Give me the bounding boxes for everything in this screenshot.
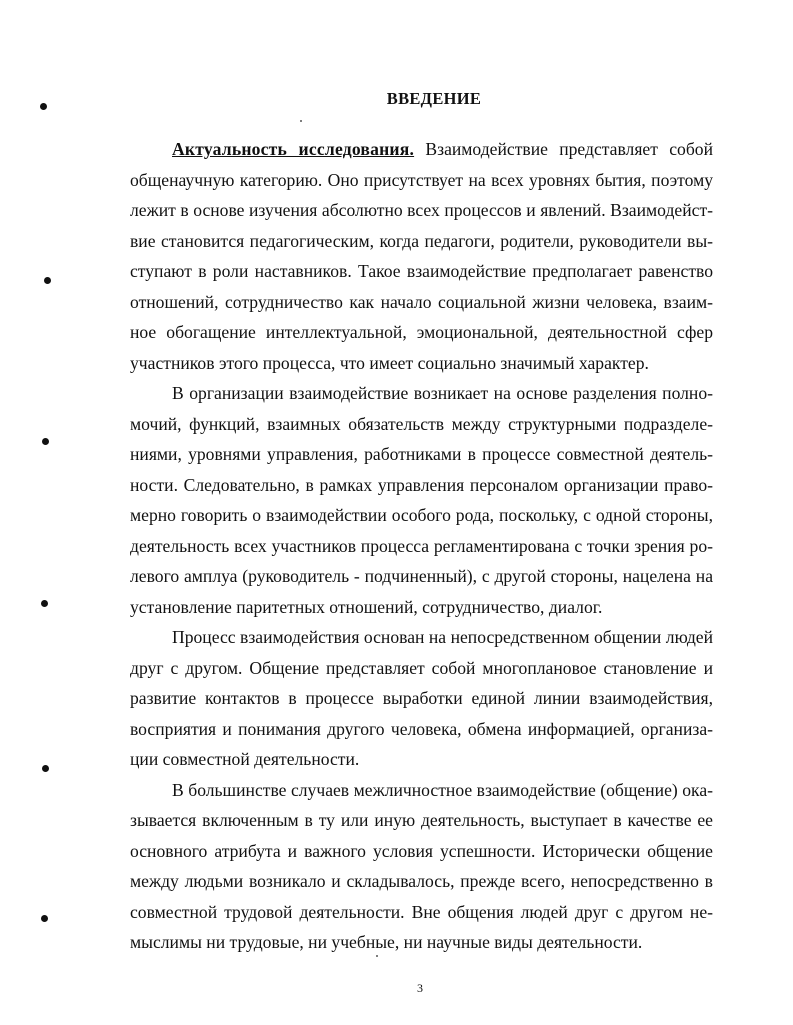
section-heading: ВВЕДЕНИЕ — [386, 89, 482, 109]
paragraph-relevance — [130, 134, 713, 378]
binding-hole-mark — [41, 600, 48, 607]
paragraph-communication — [130, 622, 713, 775]
page-number: 3 — [417, 981, 423, 995]
paragraph-text: В большинстве случаев межличностное взаимодействие (общение) оказывается включенным в ту или иную деятельность, выступает в качестве ее основного атрибута и важного условия успешности. Исторически общение между людьми возникало и складывалось, прежде всего, непосредственно в совместной трудовой деятельности. Вне общения людей друг с другом немыслимы ни трудовые, ни учебные, ни научные виды деятельности. — [130, 779, 713, 952]
body-text — [130, 134, 713, 958]
binding-hole-mark — [42, 438, 49, 445]
binding-hole-mark — [42, 765, 49, 772]
binding-hole-mark — [41, 915, 48, 922]
paragraph-interpersonal — [130, 775, 713, 958]
scan-speck — [300, 120, 302, 122]
paragraph-text: В организации взаимодействие возникает на основе разделения полномочий, функций, взаимных обязательств между структурными подразделениями, уровнями управления, работниками в процессе совместной деятельности. Следовательно, в рамках управления персоналом организации правомерно говорить о взаимодействии особого рода, поскольку, с одной стороны, деятельность всех участников процесса регламентирована с точки зрения ролевого амплуа (руководитель - подчиненный), с другой стороны, нацелена на установление паритетных отношений, сотрудничество, диалог. — [130, 383, 713, 617]
paragraph-text: Взаимодействие представляет собой общенаучную категорию. Оно присутствует на всех уровнях бытия, поэтому лежит в основе изучения абсолютно всех процессов и явлений. Взаимодействие становится педагогическим, когда педагоги, родители, руководители выступают в роли наставников. Такое взаимодействие предполагает равенство отношений, сотрудничество как начало социальной жизни человека, взаимное обогащение интеллектуальной, эмоциональной, деятельностной сфер участников этого процесса, что имеет социально значимый характер. — [130, 139, 713, 373]
binding-hole-mark — [44, 277, 51, 284]
relevance-lead-in: Актуальность исследования. — [172, 139, 415, 159]
paragraph-text: Процесс взаимодействия основан на непосредственном общении людей друг с другом. Общение представляет собой многоплановое становление и развитие контактов в процессе выработки единой линии взаимодействия, восприятия и понимания другого человека, обмена информацией, организации совместной деятельности. — [130, 627, 713, 769]
paragraph-organization — [130, 378, 713, 622]
